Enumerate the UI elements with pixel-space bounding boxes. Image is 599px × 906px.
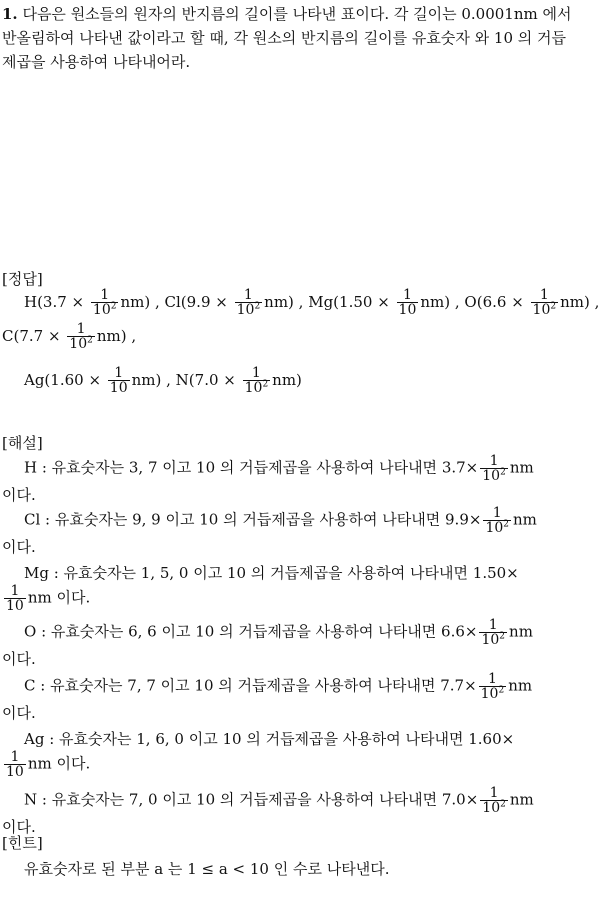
- fraction: [479, 672, 507, 701]
- explanation-line: H : 유효숫자는 3, 7 이고 10 의 거듭제곱을 사용하여 나타내면 3.7× $\frac{1}{10^2}$ nm: [24, 453, 534, 484]
- fraction: [4, 584, 26, 613]
- fraction-denominator: 10: [6, 764, 24, 780]
- answer-label: [정답]: [2, 270, 43, 288]
- fraction-numerator: 1: [403, 287, 412, 303]
- exponent: 2: [503, 519, 509, 530]
- fraction: [397, 288, 419, 317]
- explanation-wrap: 이다.: [2, 704, 36, 722]
- exponent: 2: [550, 301, 557, 312]
- explanation-line: N : 유효숫자는 7, 0 이고 10 의 거듭제곱을 사용하여 나타내면 7.0× $\frac{1}{10^2}$ nm: [24, 785, 534, 816]
- answer-line: [24, 366, 302, 395]
- fraction: [243, 366, 271, 395]
- fraction-numerator: 1: [489, 785, 499, 801]
- explanation-wrap: 이다.: [2, 538, 36, 556]
- explanation-line: Cl : 유효숫자는 9, 9 이고 10 의 거듭제곱을 사용하여 나타내면 9.9× $\frac{1}{10^2}$ nm: [24, 505, 537, 536]
- exponent: 2: [262, 379, 269, 390]
- fraction-denominator: $10^2$: [532, 301, 557, 318]
- fraction: [531, 288, 559, 317]
- answer-expression: C(7.7 × $\frac{1}{10^2}$ nm) ,: [2, 321, 137, 352]
- fraction-denominator: $10^2$: [485, 519, 509, 536]
- fraction-numerator: 1: [488, 617, 498, 633]
- fraction-denominator: $10^2$: [236, 301, 261, 318]
- fraction: [479, 618, 507, 647]
- exponent: 2: [499, 631, 506, 642]
- fraction-numerator: 1: [243, 287, 253, 303]
- fraction-numerator: 1: [10, 749, 20, 765]
- fraction-denominator: 10: [398, 302, 417, 318]
- fraction-denominator: $10^2$: [482, 467, 506, 484]
- explanation-wrap: 이다.: [2, 650, 36, 668]
- explanation-wrap: $\frac{1}{10}$ nm 이다.: [6, 583, 91, 614]
- explanation-line: O : 유효숫자는 6, 6 이고 10 의 거듭제곱을 사용하여 나타내면 6.6× $\frac{1}{10^2}$ nm: [24, 617, 533, 648]
- fraction-denominator: $10^2$: [69, 335, 93, 352]
- fraction: [91, 288, 119, 317]
- fraction: [4, 750, 26, 779]
- fraction-numerator: 1: [251, 365, 261, 381]
- exponent: 2: [500, 467, 506, 478]
- answer-expression: Ag(1.60 × $\frac{1}{10}$ nm) ,: [24, 365, 176, 396]
- hint-label: [힌트]: [2, 834, 43, 852]
- fraction-numerator: 1: [76, 321, 86, 337]
- answer-expression: Mg(1.50 × $\frac{1}{10}$ nm) ,: [308, 287, 465, 318]
- explanation-line: Mg : 유효숫자는 1, 5, 0 이고 10 의 거듭제곱을 사용하여 나타내면 1.50×: [24, 564, 519, 582]
- fraction-denominator: $10^2$: [244, 379, 269, 396]
- fraction: [483, 506, 511, 535]
- fraction: [480, 786, 508, 815]
- exponent: 2: [500, 799, 506, 810]
- fraction-numerator: 1: [100, 287, 110, 303]
- fraction-numerator: 1: [539, 287, 549, 303]
- question-text: 다음은 원소들의 원자의 반지름의 길이를 나타낸 표이다. 각 길이는 0.0001nm 에서 반올림하여 나타낸 값이라고 할 때, 각 원소의 반지름의 길이를 유효숫자 와 10 의 거듭제곱을 사용하여 나타내어라.: [2, 5, 572, 71]
- fraction: [480, 454, 508, 483]
- exponent: 2: [110, 301, 117, 312]
- fraction-denominator: $10^2$: [481, 631, 506, 648]
- answer-expression: O(6.6 × $\frac{1}{10^2}$ nm) ,: [464, 287, 599, 318]
- fraction-numerator: 1: [487, 671, 497, 687]
- fraction-numerator: 1: [114, 365, 124, 381]
- question-block: [2, 2, 574, 74]
- fraction-numerator: 1: [10, 583, 20, 599]
- exponent: 2: [498, 685, 505, 696]
- answer-expression: Cl(9.9 × $\frac{1}{10^2}$ nm) ,: [164, 287, 309, 318]
- fraction: [67, 322, 95, 351]
- fraction-numerator: 1: [492, 505, 502, 521]
- answer-expression: H(3.7 × $\frac{1}{10^2}$ nm) ,: [24, 287, 165, 318]
- fraction: [235, 288, 263, 317]
- fraction: [108, 366, 130, 395]
- hint-text: 유효숫자로 된 부분 a 는 1 ≤ a < 10 인 수로 나타낸다.: [24, 860, 390, 878]
- fraction-denominator: 10: [109, 380, 128, 396]
- fraction-denominator: $10^2$: [480, 685, 505, 702]
- question-number: 1.: [2, 5, 18, 23]
- explanation-wrap: $\frac{1}{10}$ nm 이다.: [6, 749, 91, 780]
- explanation-wrap: 이다.: [2, 486, 36, 504]
- explanation-label: [해설]: [2, 434, 43, 452]
- fraction-denominator: 10: [6, 598, 24, 614]
- exponent: 2: [254, 301, 261, 312]
- explanation-line: C : 유효숫자는 7, 7 이고 10 의 거듭제곱을 사용하여 나타내면 7.7× $\frac{1}{10^2}$ nm: [24, 671, 533, 702]
- fraction-denominator: $10^2$: [92, 301, 117, 318]
- fraction-denominator: $10^2$: [482, 799, 506, 816]
- explanation-wrap: 이다.: [2, 818, 36, 836]
- explanation-line: Ag : 유효숫자는 1, 6, 0 이고 10 의 거듭제곱을 사용하여 나타내면 1.60×: [24, 730, 515, 748]
- answer-expression: N(7.0 × $\frac{1}{10^2}$ nm): [175, 365, 302, 396]
- exponent: 2: [87, 335, 93, 346]
- answer-line: [24, 288, 599, 317]
- fraction-numerator: 1: [489, 453, 499, 469]
- answer-line: [2, 322, 136, 351]
